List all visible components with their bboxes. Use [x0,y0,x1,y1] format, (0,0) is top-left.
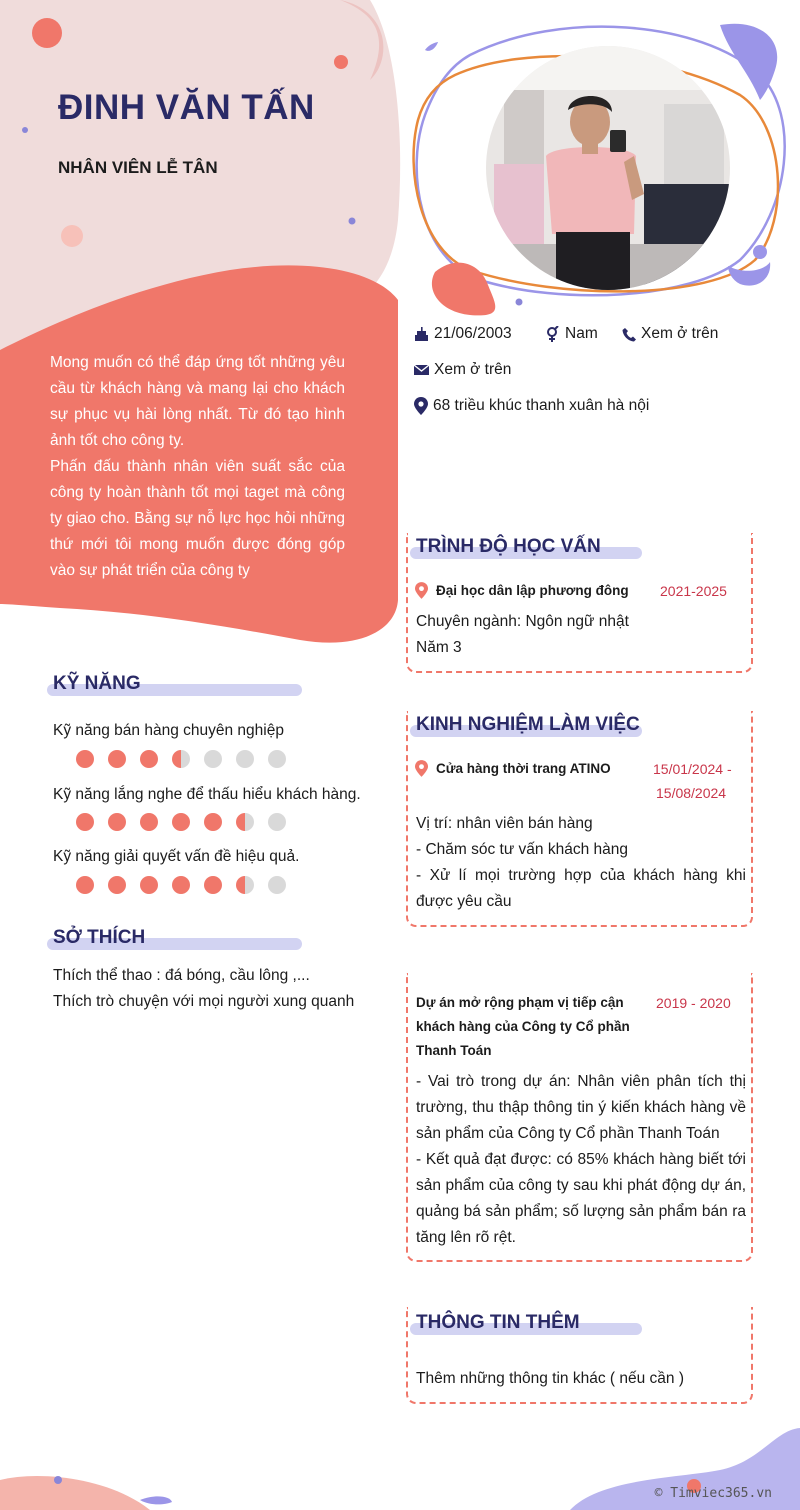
envelope-icon [414,364,429,376]
rating-dot [236,750,254,768]
skill-rating [76,750,286,768]
rating-dot [76,750,94,768]
experience-detail: - Xử lí mọi trường hợp của khách hàng khi được yêu cầu [416,867,746,910]
phone-row [622,325,718,343]
phone-icon [622,327,636,342]
rating-dot [268,813,286,831]
rating-dot [172,876,190,894]
rating-dot [204,876,222,894]
rating-dot [108,876,126,894]
candidate-name: ĐINH VĂN TẤN [58,88,315,127]
education-heading: TRÌNH ĐỘ HỌC VẤN [416,536,601,558]
address-value: 68 triều khúc thanh xuân hà nội [433,397,650,414]
skill-rating [76,876,286,894]
hobby-item: Thích thể thao : đá bóng, cầu lông ,... [53,967,310,984]
experience-detail: Vị trí: nhân viên bán hàng [416,815,593,832]
rating-dot [268,876,286,894]
experience-period-start: 15/01/2024 - [653,761,732,777]
experience-detail: - Chăm sóc tư vấn khách hàng [416,841,628,858]
rating-dot [204,813,222,831]
rating-dot [172,750,190,768]
rating-dot [140,750,158,768]
rating-dot [76,876,94,894]
extra-info-text: Thêm những thông tin khác ( nếu cần ) [416,1370,685,1387]
footer-credit: © Timviec365.vn [654,1486,772,1501]
project-detail: - Vai trò trong dự án: Nhân viên phân tích thị trường, thu thập thông tin ý kiến khách hàng về sản phẩm của Công ty Cổ phần Thanh Toán [416,1073,746,1142]
skill-rating [76,813,286,831]
skill-name: Kỹ năng giải quyết vấn đề hiệu quả. [53,848,300,865]
address-row [414,397,649,415]
map-marker-icon [415,760,428,777]
rating-dot [236,876,254,894]
rating-dot [108,813,126,831]
rating-dot [140,876,158,894]
project-detail: - Kết quả đạt được: có 85% khách hàng biết tới sản phẩm của công ty sau khi phát động dự án, quảng bá sản phẩm; số lượng sản phẩm bán ra tăng lên rõ rệt. [416,1151,746,1246]
objective-paragraph: Phấn đấu thành nhân viên suất sắc của công ty hoàn thành tốt mọi taget mà công ty giao cho. Bằng sự nỗ lực học hỏi những thứ mới tôi mong muốn được đóng góp vào sự phát triển của công ty [50,458,345,579]
skills-heading: KỸ NĂNG [53,673,141,695]
gender-icon [545,326,560,343]
rating-dot [204,750,222,768]
project-period: 2019 - 2020 [656,995,731,1011]
rating-dot [236,813,254,831]
rating-dot [76,813,94,831]
birthday-cake-icon [414,326,429,342]
rating-dot [108,750,126,768]
avatar [484,44,732,292]
objective-paragraph: Mong muốn có thể đáp ứng tốt những yêu cầu từ khách hàng và mang lại cho khách sự phục vụ hài lòng nhất. Từ đó tạo hình ảnh tốt cho công ty. [50,354,345,449]
email-row [414,361,511,379]
rating-dot [172,813,190,831]
email-value: Xem ở trên [434,361,512,378]
hobby-item: Thích trò chuyện với mọi người xung quanh [53,993,355,1010]
career-objective [50,350,345,584]
project-name: Dự án mở rộng phạm vị tiếp cận khách hàng của Công ty Cổ phần Thanh Toán [416,995,630,1058]
hobbies-heading: SỞ THÍCH [53,927,145,949]
company-name: Cửa hàng thời trang ATINO [436,761,611,776]
skill-name: Kỹ năng bán hàng chuyên nghiệp [53,722,284,739]
map-marker-icon [415,582,428,599]
education-detail: Chuyên ngành: Ngôn ngữ nhật [416,613,629,630]
job-title: NHÂN VIÊN LỄ TÂN [58,158,218,177]
school-name: Đại học dân lập phương đông [436,583,629,598]
education-detail: Năm 3 [416,639,462,656]
skill-name: Kỹ năng lắng nghe để thấu hiểu khách hàng. [53,786,361,803]
rating-dot [140,813,158,831]
extra-info-heading: THÔNG TIN THÊM [416,1312,580,1334]
experience-period-end: 15/08/2024 [656,785,727,801]
birthday-row [414,325,512,343]
phone-value: Xem ở trên [641,325,719,342]
gender-row [545,325,598,343]
rating-dot [268,750,286,768]
education-period: 2021-2025 [660,583,727,599]
experience-heading: KINH NGHIỆM LÀM VIỆC [416,714,640,736]
gender-value: Nam [565,325,598,342]
birthday-value: 21/06/2003 [434,325,512,342]
map-marker-icon [414,397,428,415]
